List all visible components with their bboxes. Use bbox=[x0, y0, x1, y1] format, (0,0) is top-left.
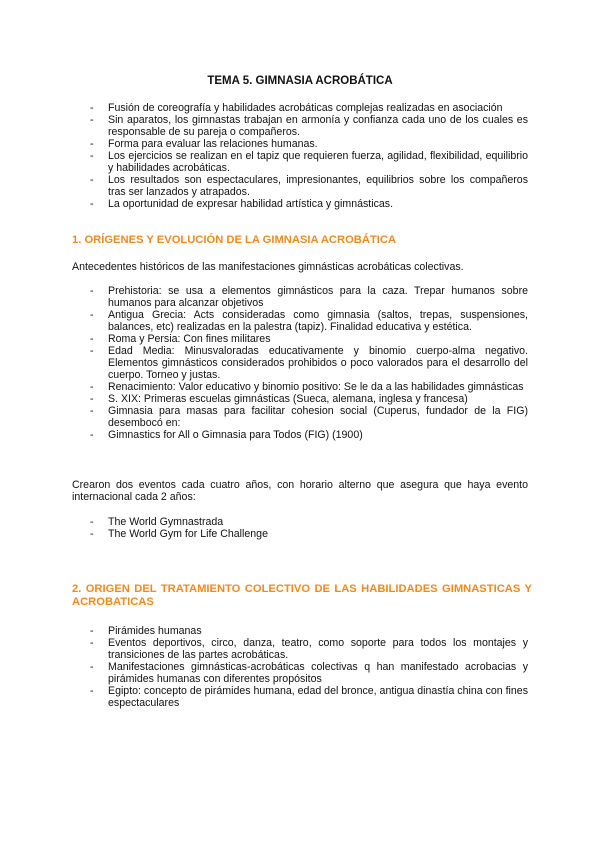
section-2-heading: 2. ORIGEN DEL TRATAMIENTO COLECTIVO DE LAS HABILIDADES GIMNASTICAS Y ACROBATICAS bbox=[72, 583, 532, 608]
list-item: - Sin aparatos, los gimnastas trabajan en armonía y confianza cada uno de los cuales es responsable de su pareja o compañeros. bbox=[72, 114, 528, 138]
list-item: - Forma para evaluar las relaciones humanas. bbox=[72, 138, 528, 150]
list-item: - S. XIX: Primeras escuelas gimnásticas (Sueca, alemana, inglesa y francesa) bbox=[72, 393, 528, 405]
list-item: - Renacimiento: Valor educativo y binomio positivo: Se le da a las habilidades gimnásticas bbox=[72, 381, 528, 393]
list-item: - Roma y Persia: Con fines militares bbox=[72, 333, 528, 345]
list-item: - The World Gym for Life Challenge bbox=[72, 528, 528, 540]
intro-list bbox=[72, 102, 528, 210]
section-1-paragraph: Crearon dos eventos cada cuatro años, con horario alterno que asegura que haya evento internacional cada 2 años: bbox=[72, 479, 528, 503]
list-item: - Eventos deportivos, circo, danza, teatro, como soporte para todos los montajes y transiciones de las partes acrobáticas. bbox=[72, 637, 528, 661]
page-title: TEMA 5. GIMNASIA ACROBÁTICA bbox=[207, 75, 393, 87]
section-1-heading: 1. ORÍGENES Y EVOLUCIÓN DE LA GIMNASIA ACROBÁTICA bbox=[72, 234, 397, 246]
list-item: - Pirámides humanas bbox=[72, 625, 528, 637]
list-item: - Prehistoria: se usa a elementos gimnásticos para la caza. Trepar humanos sobre humanos para alcanzar objetivos bbox=[72, 285, 528, 309]
events-list bbox=[72, 516, 528, 540]
list-item: - Edad Media: Minusvaloradas educativamente y binomio cuerpo-alma negativo. Elementos gimnásticos considerados prohibidos o poco valorados para el desarrollo del cuerpo. Torneo y justas. bbox=[72, 345, 528, 381]
list-item: - The World Gymnastrada bbox=[72, 516, 528, 528]
list-item: - Los ejercicios se realizan en el tapiz que requieren fuerza, agilidad, flexibilidad, equilibrio y habilidades acrobáticas. bbox=[72, 150, 528, 174]
list-item: - Fusión de coreografía y habilidades acrobáticas complejas realizadas en asociación bbox=[72, 102, 528, 114]
list-item: - La oportunidad de expresar habilidad artística y gimnásticas. bbox=[72, 198, 528, 210]
list-item: - Antigua Grecia: Acts consideradas como gimnasia (saltos, trepas, suspensiones, balances, etc) realizadas en la palestra (tapiz). Finalidad educativa y estética. bbox=[72, 309, 528, 333]
list-item: - Gimnasia para masas para facilitar cohesion social (Cuperus, fundador de la FIG) desembocó en: bbox=[72, 405, 528, 429]
list-item: - Manifestaciones gimnásticas-acrobáticas colectivas q han manifestado acrobacias y pirámides humanas con diferentes propósitos bbox=[72, 661, 528, 685]
section-2-list bbox=[72, 625, 528, 709]
section-1-list bbox=[72, 285, 528, 441]
section-1-intro: Antecedentes históricos de las manifestaciones gimnásticas acrobáticas colectivas. bbox=[72, 261, 464, 273]
list-item: - Los resultados son espectaculares, impresionantes, equilibrios sobre los compañeros tras ser lanzados y atrapados. bbox=[72, 174, 528, 198]
list-item: - Egipto: concepto de pirámides humana, edad del bronce, antigua dinastía china con fines espectaculares bbox=[72, 685, 528, 709]
list-item: - Gimnastics for All o Gimnasia para Todos (FIG) (1900) bbox=[72, 429, 528, 441]
